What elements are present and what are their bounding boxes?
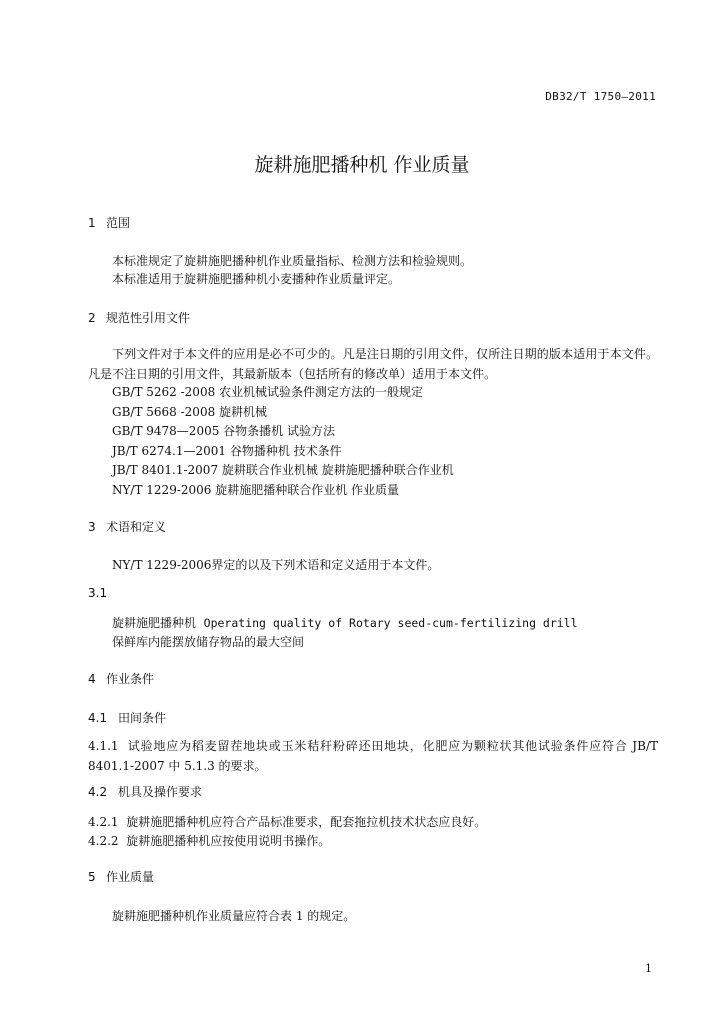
clause-4-2-2 [88,832,330,849]
page-number: 1 [645,962,652,975]
subsection-number: 4.1 [88,711,108,725]
subsection-title: 机具及操作要求 [118,785,203,799]
section-2-heading [88,309,190,326]
clause-4-1-1 [88,736,658,776]
term-line [112,614,578,631]
subsection-4-1-heading [88,709,166,726]
section-1-heading [88,214,130,231]
section-number: 4 [88,672,96,686]
reference-item: GB/T 9478—2005 谷物条播机 试验方法 [112,424,335,438]
term-chinese: 旋耕施肥播种机 [112,616,197,630]
subsection-4-2-heading [88,783,202,800]
term-english: Operating quality of Rotary seed-cum-fertilizing drill [203,616,578,630]
reference-item: JB/T 6274.1—2001 谷物播种机 技术条件 [112,444,342,458]
clause-number: 4.1.1 [88,739,119,753]
section-title: 作业质量 [106,870,155,884]
subsection-title: 田间条件 [118,711,167,725]
standard-number: DB32/T 1750—2011 [545,90,656,103]
clause-text: 旋耕施肥播种机应符合产品标准要求，配套拖拉机技术状态应良好。 [126,815,487,829]
section-title: 术语和定义 [106,520,167,534]
subsection-number: 4.2 [88,785,108,799]
section-number: 2 [88,311,96,325]
document-title: 旋耕施肥播种机 作业质量 [254,154,470,176]
intro-text: 下列文件对于本文件的应用是必不可少的。凡是注日期的引用文件，仅所注日期的版本适用于本文件。凡是不注日期的引用文件，其最新版本（包括所有的修改单）适用于本文件。 [88,347,658,381]
terms-intro: NY/T 1229-2006界定的以及下列术语和定义适用于本文件。 [112,558,440,572]
reference-item: NY/T 1229-2006 旋耕施肥播种联合作业机 作业质量 [112,483,400,497]
section-title: 规范性引用文件 [106,311,191,325]
subsection-3-1-number: 3.1 [88,586,108,600]
section-title: 范围 [106,216,131,230]
clause-number: 4.2.2 [88,834,119,848]
operating-quality-paragraph: 旋耕施肥播种机作业质量应符合表 1 的规定。 [112,909,356,923]
reference-item: GB/T 5668 -2008 旋耕机械 [112,405,268,419]
section-title: 作业条件 [106,672,155,686]
section-number: 5 [88,870,96,884]
scope-paragraph-1: 本标准规定了旋耕施肥播种机作业质量指标、检测方法和检验规则。 [112,254,473,268]
scope-paragraph-2: 本标准适用于旋耕施肥播种机小麦播种作业质量评定。 [112,272,401,286]
section-3-heading [88,518,166,535]
clause-text: 旋耕施肥播种机应按使用说明书操作。 [126,834,331,848]
normative-references-intro [88,344,658,384]
clause-number: 4.2.1 [88,815,119,829]
reference-item: GB/T 5262 -2008 农业机械试验条件测定方法的一般规定 [112,385,424,399]
clause-text: 试验地应为稻麦留茬地块或玉米秸秆粉碎还田地块，化肥应为颗粒状其他试验条件应符合 JB/T 8401.1-2007 中 5.1.3 的要求。 [88,739,658,773]
section-number: 1 [88,216,96,230]
section-5-heading [88,868,154,885]
clause-4-2-1 [88,813,486,830]
section-4-heading [88,670,154,687]
reference-item: JB/T 8401.1-2007 旋耕联合作业机械 旋耕施肥播种联合作业机 [112,463,454,477]
term-definition: 保鲜库内能摆放储存物品的最大空间 [112,635,305,649]
section-number: 3 [88,520,96,534]
